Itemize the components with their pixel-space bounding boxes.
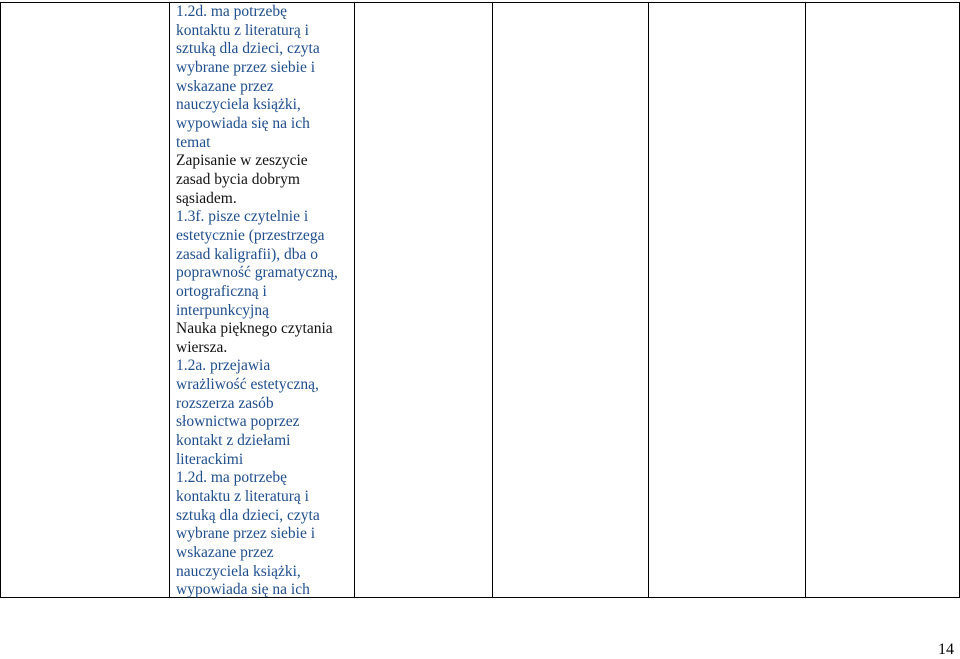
curriculum-requirement-line: estetycznie (przestrzega — [176, 226, 325, 244]
curriculum-cell-text — [176, 3, 352, 600]
curriculum-requirement-line: nauczyciela książki, — [176, 562, 301, 580]
curriculum-requirement-line: wrażliwość estetyczną, — [176, 376, 319, 394]
curriculum-requirement-line: poprawność gramatyczną, — [176, 264, 338, 282]
table-column-4 — [492, 2, 649, 598]
curriculum-requirement-line: wypowiada się na ich — [176, 581, 310, 599]
curriculum-requirement-line: temat — [176, 133, 211, 151]
curriculum-requirement-line: kontakt z dziełami — [176, 432, 291, 450]
curriculum-requirement-line: wskazane przez — [176, 544, 274, 562]
lesson-topic-line: zasad bycia dobrym — [176, 170, 300, 188]
curriculum-requirement-line: 1.2d. ma potrzebę — [176, 469, 288, 487]
table-column-3 — [354, 2, 493, 598]
curriculum-requirement-line: literackimi — [176, 450, 244, 468]
table-column-6 — [805, 2, 960, 598]
curriculum-requirement-line: 1.3f. pisze czytelnie i — [176, 208, 309, 226]
lesson-topic-line: Nauka pięknego czytania — [176, 320, 333, 338]
curriculum-requirement-line: ortograficzną i — [176, 282, 267, 300]
lesson-topic-line: Zapisanie w zeszycie — [176, 152, 308, 170]
curriculum-requirement-line: interpunkcyjną — [176, 301, 269, 319]
lesson-topic-line: sąsiadem. — [176, 189, 237, 207]
lesson-topic-line: wiersza. — [176, 338, 228, 356]
curriculum-requirement-line: kontaktu z literaturą i — [176, 488, 309, 506]
curriculum-requirement-line: wybrane przez siebie i — [176, 525, 316, 543]
curriculum-requirement-line: kontaktu z literaturą i — [176, 21, 309, 39]
curriculum-requirement-line: wypowiada się na ich — [176, 114, 310, 132]
curriculum-requirement-line: nauczyciela książki, — [176, 96, 301, 114]
curriculum-requirement-line: 1.2a. przejawia — [176, 357, 271, 375]
curriculum-requirement-line: rozszerza zasób — [176, 394, 274, 412]
table-column-5 — [648, 2, 806, 598]
table-column-1 — [0, 2, 170, 598]
page-number: 14 — [938, 641, 954, 658]
curriculum-requirement-line: wskazane przez — [176, 77, 274, 95]
curriculum-requirement-line: sztuką dla dzieci, czyta — [176, 40, 320, 58]
curriculum-requirement-line: słownictwa poprzez — [176, 413, 300, 431]
curriculum-requirement-line: sztuką dla dzieci, czyta — [176, 506, 320, 524]
curriculum-requirement-line: wybrane przez siebie i — [176, 58, 316, 76]
curriculum-requirement-line: zasad kaligrafii), dba o — [176, 245, 319, 263]
curriculum-requirement-line: 1.2d. ma potrzebę — [176, 3, 288, 20]
